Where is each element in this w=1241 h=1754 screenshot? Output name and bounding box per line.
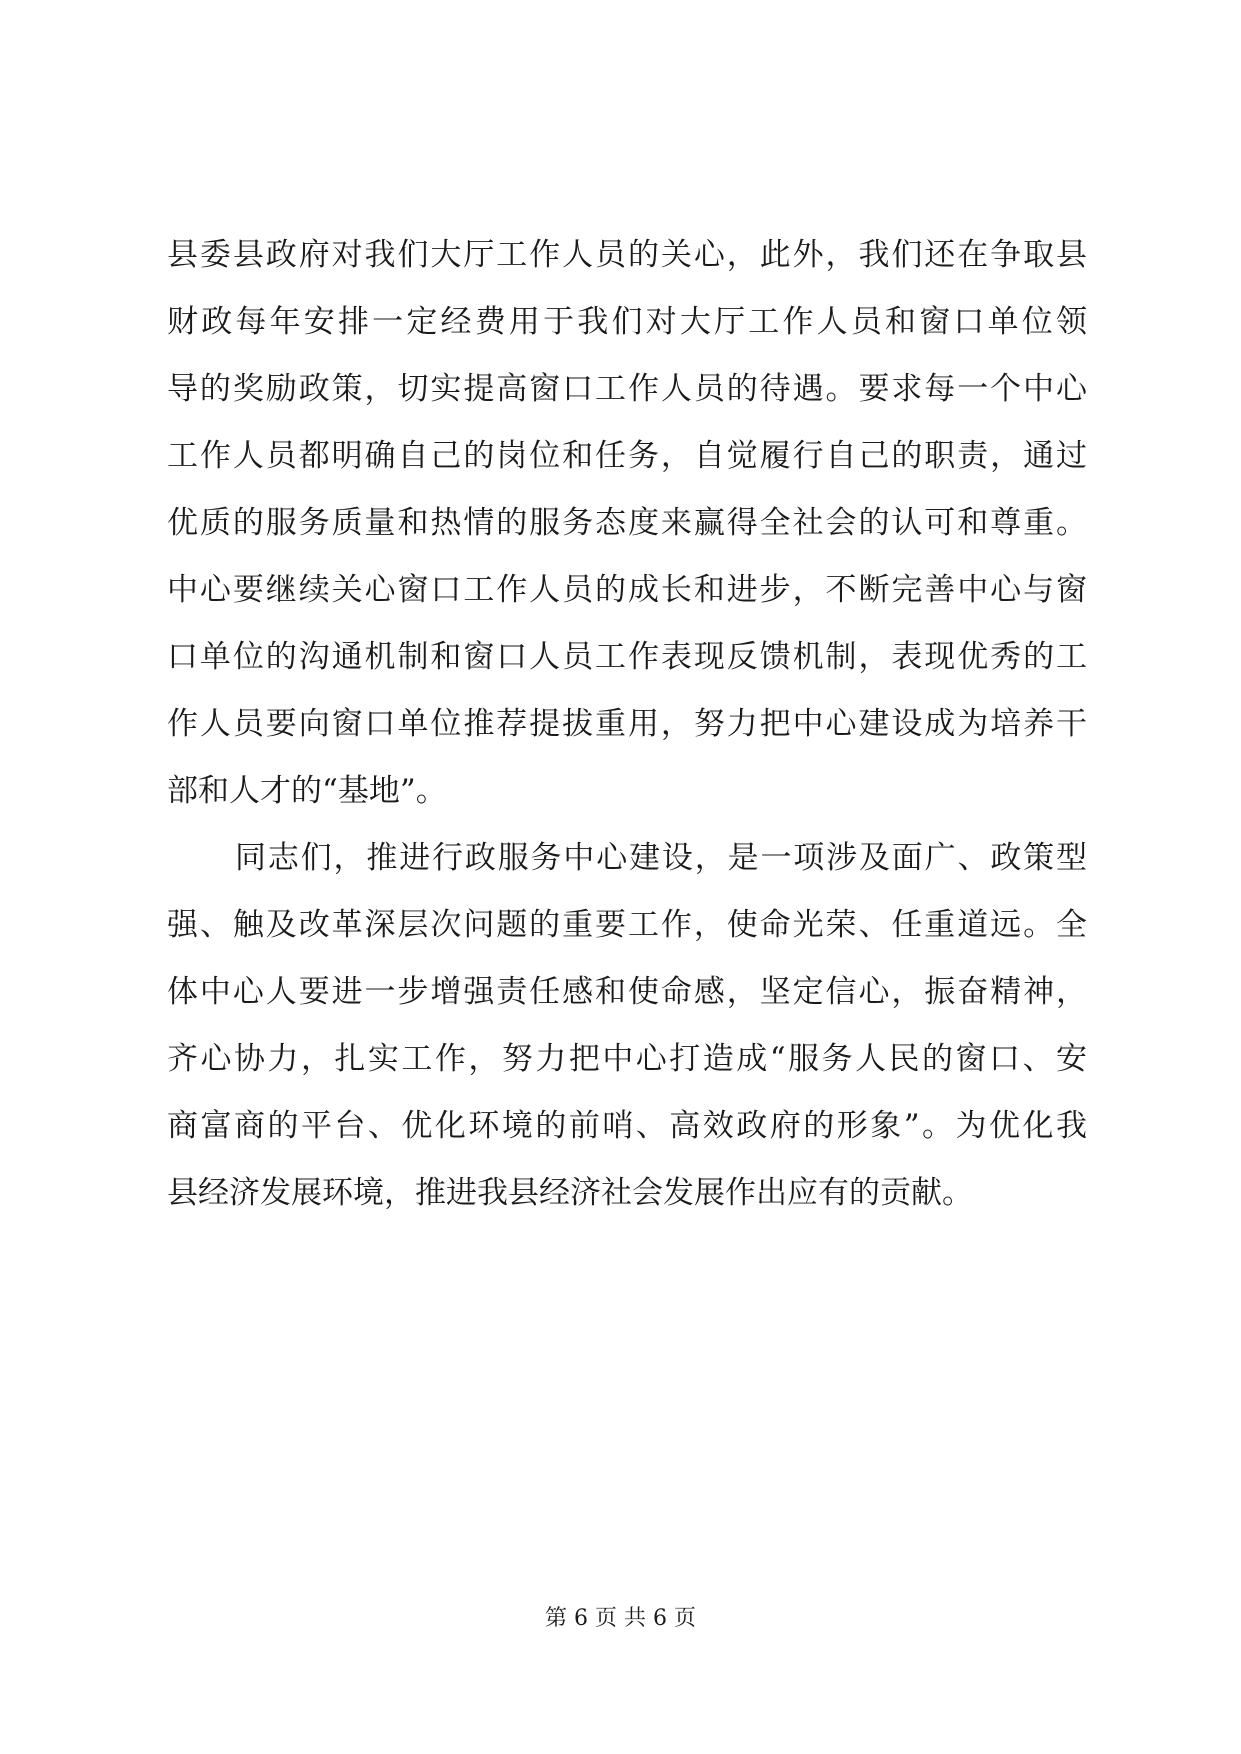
- paragraph-line: 作人员要向窗口单位推荐提拔重用，努力把中心建设成为培养干: [167, 706, 1087, 742]
- document-body: [167, 222, 1087, 1227]
- paragraph-line: 强、触及改革深层次问题的重要工作，使命光荣、任重道远。全: [167, 907, 1087, 943]
- paragraph-line: 县委县政府对我们大厅工作人员的关心，此外，我们还在争取县: [167, 237, 1087, 273]
- paragraph-line: 财政每年安排一定经费用于我们对大厅工作人员和窗口单位领: [167, 304, 1087, 340]
- paragraph-line: 同志们，推进行政服务中心建设，是一项涉及面广、政策型: [235, 840, 1087, 876]
- paragraph-1: [167, 222, 1087, 825]
- page-footer: [0, 1604, 1241, 1634]
- paragraph-line: 齐心协力，扎实工作，努力把中心打造成“服务人民的窗口、安: [167, 1041, 1087, 1077]
- paragraph-line: 部和人才的“基地”。: [167, 773, 447, 809]
- paragraph-2: [167, 825, 1087, 1227]
- paragraph-line: 体中心人要进一步增强责任感和使命感，坚定信心，振奋精神，: [167, 974, 1087, 1010]
- paragraph-line: 工作人员都明确自己的岗位和任务，自觉履行自己的职责，通过: [167, 438, 1087, 474]
- page-number: 第 6 页 共 6 页: [545, 1606, 696, 1631]
- paragraph-line: 导的奖励政策，切实提高窗口工作人员的待遇。要求每一个中心: [167, 371, 1087, 407]
- paragraph-line: 口单位的沟通机制和窗口人员工作表现反馈机制，表现优秀的工: [167, 639, 1087, 675]
- paragraph-line: 优质的服务质量和热情的服务态度来赢得全社会的认可和尊重。: [167, 505, 1087, 541]
- paragraph-line: 商富商的平台、优化环境的前哨、高效政府的形象”。为优化我: [167, 1108, 1087, 1144]
- paragraph-line: 县经济发展环境，推进我县经济社会发展作出应有的贡献。: [167, 1175, 973, 1211]
- paragraph-line: 中心要继续关心窗口工作人员的成长和进步，不断完善中心与窗: [167, 572, 1087, 608]
